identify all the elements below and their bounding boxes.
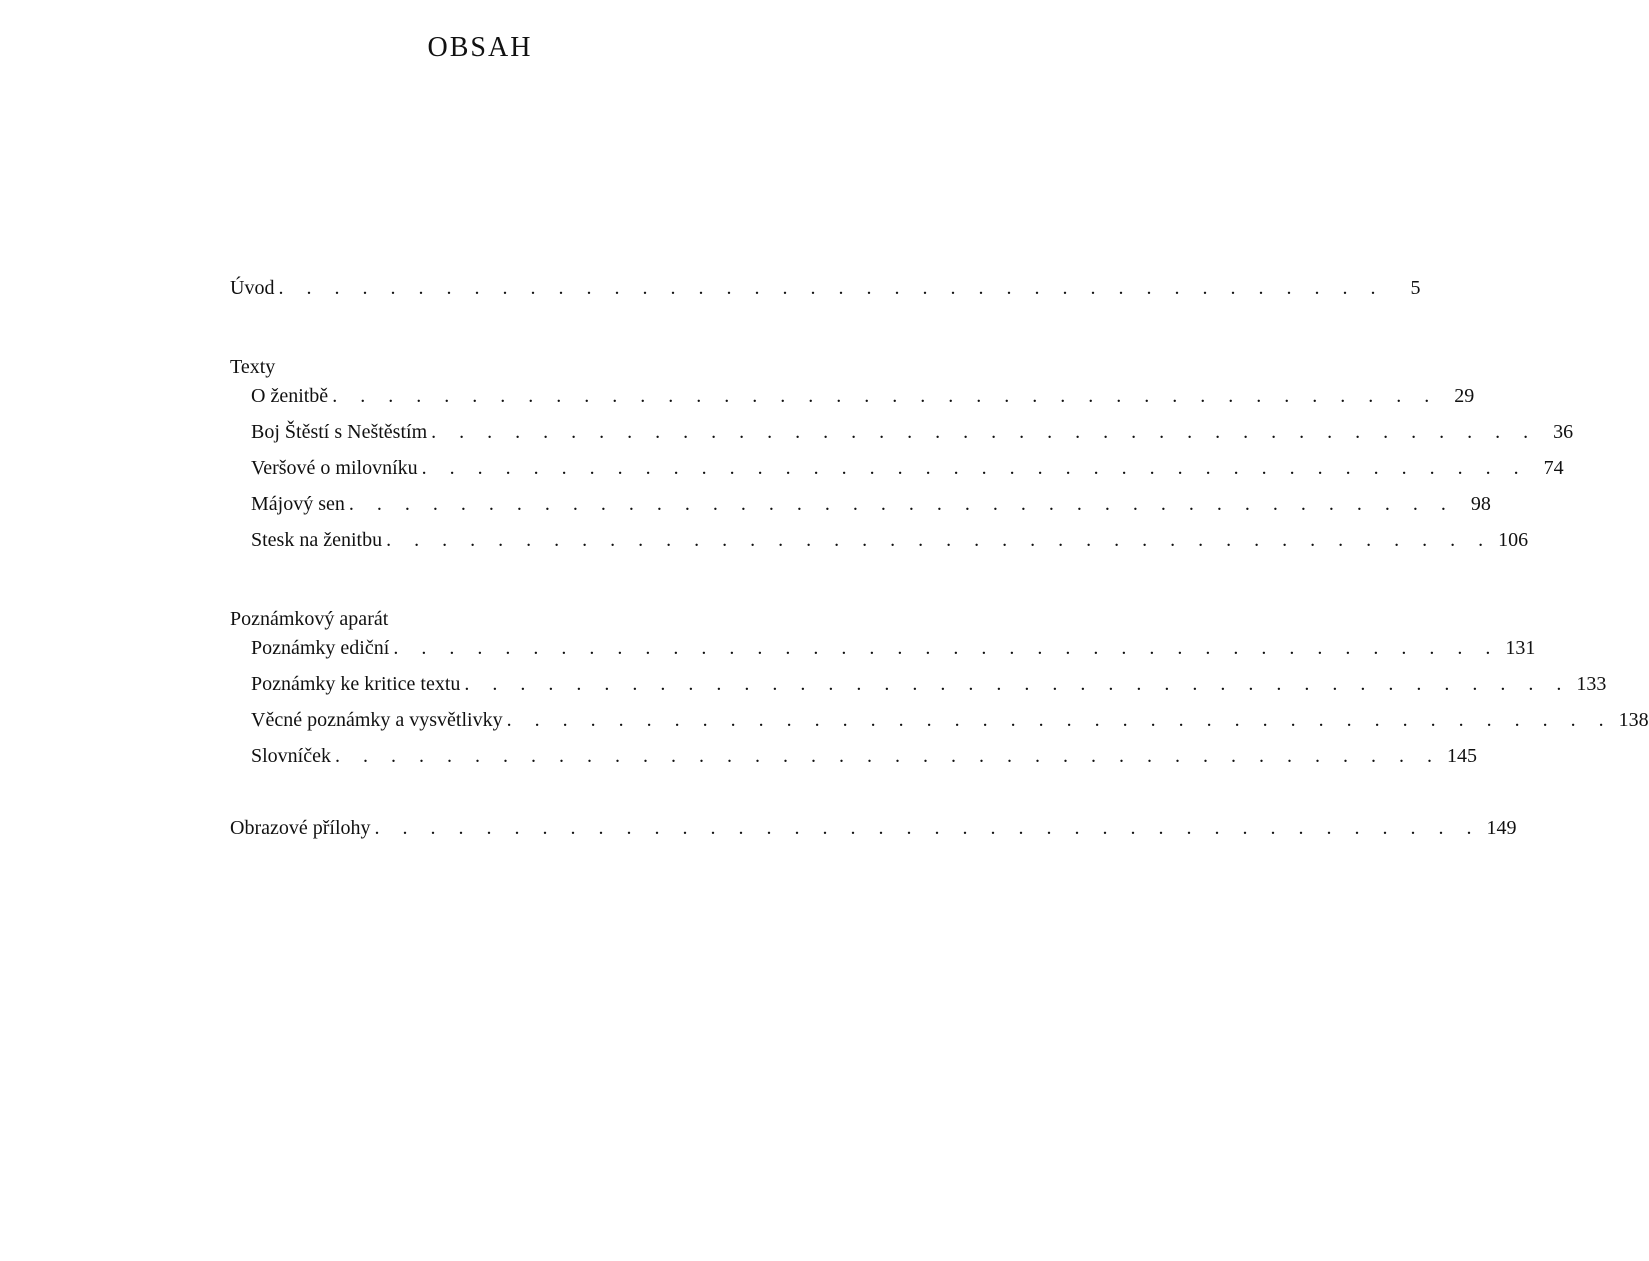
toc-entry[interactable]: [230, 385, 1475, 421]
spacer: [230, 313, 836, 349]
toc-entry-label: Slovníček: [251, 745, 331, 767]
toc-entry-page: 133: [1576, 673, 1607, 695]
toc-entry-label: Veršové o milovníku: [251, 457, 418, 479]
toc-entry-page: 29: [1454, 385, 1475, 407]
toc-entry-page: 131: [1505, 637, 1536, 659]
section-heading-aparat: Poznámkový aparát: [230, 608, 389, 630]
dot-leader: . . . . . . . . . . . . . . . . . . . . . . . . . . . . . . . . . . . . . . . .: [393, 637, 1500, 659]
toc-entry-label: Obrazové přílohy: [230, 817, 371, 839]
toc-entry-page: 106: [1498, 529, 1529, 551]
toc-entry-prilohy[interactable]: [230, 817, 1517, 853]
toc-entry-label: Věcné poznámky a vysvětlivky: [251, 709, 503, 731]
toc-entry-page: 138: [1618, 709, 1649, 731]
dot-leader: . . . . . . . . . . . . . . . . . . . . . . . . . . . . . . . . . . . . . . . .: [431, 421, 1538, 443]
toc-entry[interactable]: [230, 493, 1491, 529]
toc-entry[interactable]: [230, 709, 1649, 745]
toc-entry[interactable]: [230, 457, 1564, 493]
toc-entry-label: Poznámky ediční: [251, 637, 390, 659]
toc-entry[interactable]: [230, 673, 1607, 709]
toc-entry-intro[interactable]: [230, 277, 1421, 313]
toc-entry-label: Májový sen: [251, 493, 345, 515]
toc-entry[interactable]: [230, 745, 1477, 781]
dot-leader: . . . . . . . . . . . . . . . . . . . . . . . . . . . . . . . . . . . . . . . .: [278, 277, 1385, 299]
dot-leader: . . . . . . . . . . . . . . . . . . . . . . . . . . . . . . . . . . . . . . . .: [332, 385, 1439, 407]
toc-entry-page: 149: [1486, 817, 1517, 839]
spacer: [230, 781, 836, 817]
toc-entry-label: Poznámky ke kritice textu: [251, 673, 461, 695]
table-of-contents: [230, 277, 1649, 853]
dot-leader: . . . . . . . . . . . . . . . . . . . . . . . . . . . . . . . . . . . . . . . .: [386, 529, 1493, 551]
section-heading-texty: Texty: [230, 356, 276, 378]
toc-entry-label: Boj Štěstí s Neštěstím: [251, 421, 428, 443]
dot-leader: . . . . . . . . . . . . . . . . . . . . . . . . . . . . . . . . . . . . . . . .: [464, 673, 1571, 695]
toc-entry[interactable]: [230, 637, 1536, 673]
toc-entry-page: 74: [1543, 457, 1564, 479]
toc-entry-page: 98: [1470, 493, 1491, 515]
toc-entry-page: 145: [1447, 745, 1477, 767]
dot-leader: . . . . . . . . . . . . . . . . . . . . . . . . . . . . . . . . . . . . . . . .: [374, 817, 1481, 839]
toc-entry-page: 5: [1410, 277, 1421, 299]
spacer: [230, 565, 836, 601]
toc-entry-label: Stesk na ženitbu: [251, 529, 383, 551]
toc-entry-label: O ženitbě: [251, 385, 329, 407]
dot-leader: . . . . . . . . . . . . . . . . . . . . . . . . . . . . . . . . . . . . . . . .: [506, 709, 1613, 731]
toc-entry[interactable]: [230, 421, 1574, 457]
toc-entry[interactable]: [230, 529, 1529, 565]
toc-entry-label: Úvod: [230, 277, 275, 299]
toc-entry-page: 36: [1553, 421, 1574, 443]
dot-leader: . . . . . . . . . . . . . . . . . . . . . . . . . . . . . . . . . . . . . . . .: [335, 745, 1441, 767]
dot-leader: . . . . . . . . . . . . . . . . . . . . . . . . . . . . . . . . . . . . . . . .: [421, 457, 1528, 479]
page-title: OBSAH: [427, 32, 533, 63]
dot-leader: . . . . . . . . . . . . . . . . . . . . . . . . . . . . . . . . . . . . . . . .: [348, 493, 1455, 515]
